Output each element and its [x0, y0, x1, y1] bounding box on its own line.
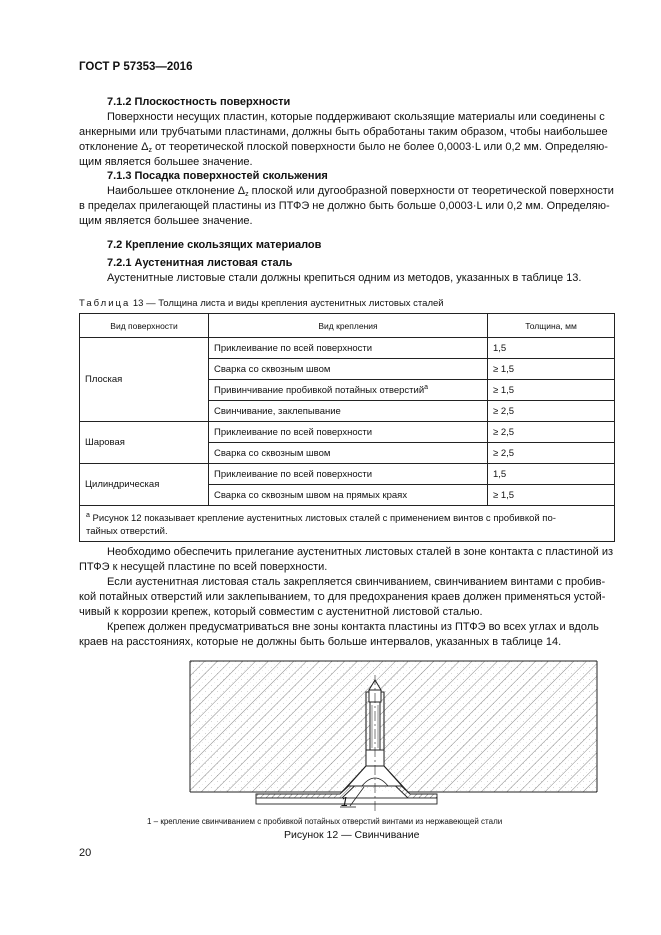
s712-line3: отклонение $\Delta_z$ от теоретической плоской поверхности было не более 0,0003·L или 0,2 мм. Определяю-: [79, 141, 608, 154]
s712-line2: анкерными или трубчатыми пластинами, должны быть обработаны таким образом, чтобы наибольшее: [79, 126, 608, 138]
s712-line4: щим является большее значение.: [79, 156, 253, 168]
document-code: ГОСТ Р 57353—2016: [79, 61, 193, 73]
thickness-cell: ≥ 1,5: [488, 485, 615, 506]
section-7-1-3-title: 7.1.3 Посадка поверхностей скольжения: [107, 170, 328, 182]
thickness-cell: ≥ 2,5: [488, 401, 615, 422]
thickness-cell: ≥ 2,5: [488, 443, 615, 464]
para1-line1: Необходимо обеспечить прилегание аустенитных листовых сталей в зоне контакта с пластиной из: [107, 546, 614, 558]
method-cell: Сварка со сквозным швом: [209, 359, 488, 380]
section-7-2-title: 7.2 Крепление скользящих материалов: [107, 239, 322, 251]
para2-line3: чивый к коррозии крепеж, который совместим с аустенитной листовой сталью.: [79, 606, 483, 618]
s713-line2: в пределах прилегающей пластины из ПТФЭ не должно быть больше 0,0003·L или 0,2 мм. Определяю-: [79, 200, 610, 212]
header-thickness: Толщина, мм: [488, 314, 615, 338]
method-cell: Привинчивание пробивкой потайных отверстий$^а$: [209, 380, 488, 401]
para1-line2: ПТФЭ к несущей пластине по всей поверхности.: [79, 561, 328, 573]
thickness-cell: 1,5: [488, 464, 615, 485]
header-method: Вид крепления: [209, 314, 488, 338]
surface-cell: Плоская: [80, 338, 209, 422]
section-7-2-1-title: 7.2.1 Аустенитная листовая сталь: [107, 257, 293, 269]
figure-12-note: 1 – крепление свинчиванием с пробивкой потайных отверстий винтами из нержавеющей стали: [147, 817, 503, 826]
thickness-cell: ≥ 1,5: [488, 359, 615, 380]
surface-cell: Шаровая: [80, 422, 209, 464]
method-cell: Сварка со сквозным швом: [209, 443, 488, 464]
page-number: 20: [79, 847, 92, 859]
s712-line1: Поверхности несущих пластин, которые поддерживают скользящие материалы или соединены с: [107, 111, 605, 123]
thickness-cell: ≥ 2,5: [488, 422, 615, 443]
s713-line1: Наибольшее отклонение $\Delta_z$ плоской или дугообразной поверхности от теоретической поверхности: [107, 185, 614, 198]
para2-line1: Если аустенитная листовая сталь закрепляется свинчиванием, свинчиванием винтами с пробив-: [107, 576, 606, 588]
method-cell: Свинчивание, заклепывание: [209, 401, 488, 422]
section-7-1-2-title: 7.1.2 Плоскостность поверхности: [107, 96, 291, 108]
method-cell: Приклеивание по всей поверхности: [209, 338, 488, 359]
header-surface: Вид поверхности: [80, 314, 209, 338]
figure-callout-1: 1: [341, 794, 349, 809]
method-cell: Приклеивание по всей поверхности: [209, 422, 488, 443]
thickness-cell: 1,5: [488, 338, 615, 359]
surface-cell: Цилиндрическая: [80, 464, 209, 506]
table-13-caption: Таблица 13 — Толщина листа и виды крепления аустенитных листовых сталей: [79, 298, 444, 309]
para3-line1: Крепеж должен предусматриваться вне зоны контакта пластины из ПТФЭ во всех углах и вдоль: [107, 621, 599, 633]
s721-line1: Аустенитные листовые стали должны крепиться одним из методов, указанных в таблице 13.: [107, 272, 582, 284]
para2-line2: кой потайных отверстий или заклепыванием, то для предохранения краев должен применяться устой-: [79, 591, 606, 603]
thickness-cell: ≥ 1,5: [488, 380, 615, 401]
table-footnote: $^а$ Рисунок 12 показывает крепление аустенитных листовых сталей с применением винтов с пробивкой по- тайных отверстий.: [80, 506, 615, 542]
s713-line3: щим является большее значение.: [79, 215, 253, 227]
figure-12-title: Рисунок 12 — Свинчивание: [284, 829, 420, 841]
footnote-marker: а: [424, 384, 429, 391]
para3-line2: краев на расстояниях, которые не должны быть больше интервалов, указанных в таблице 14.: [79, 636, 562, 648]
method-cell: Сварка со сквозным швом на прямых краях: [209, 485, 488, 506]
method-cell: Приклеивание по всей поверхности: [209, 464, 488, 485]
